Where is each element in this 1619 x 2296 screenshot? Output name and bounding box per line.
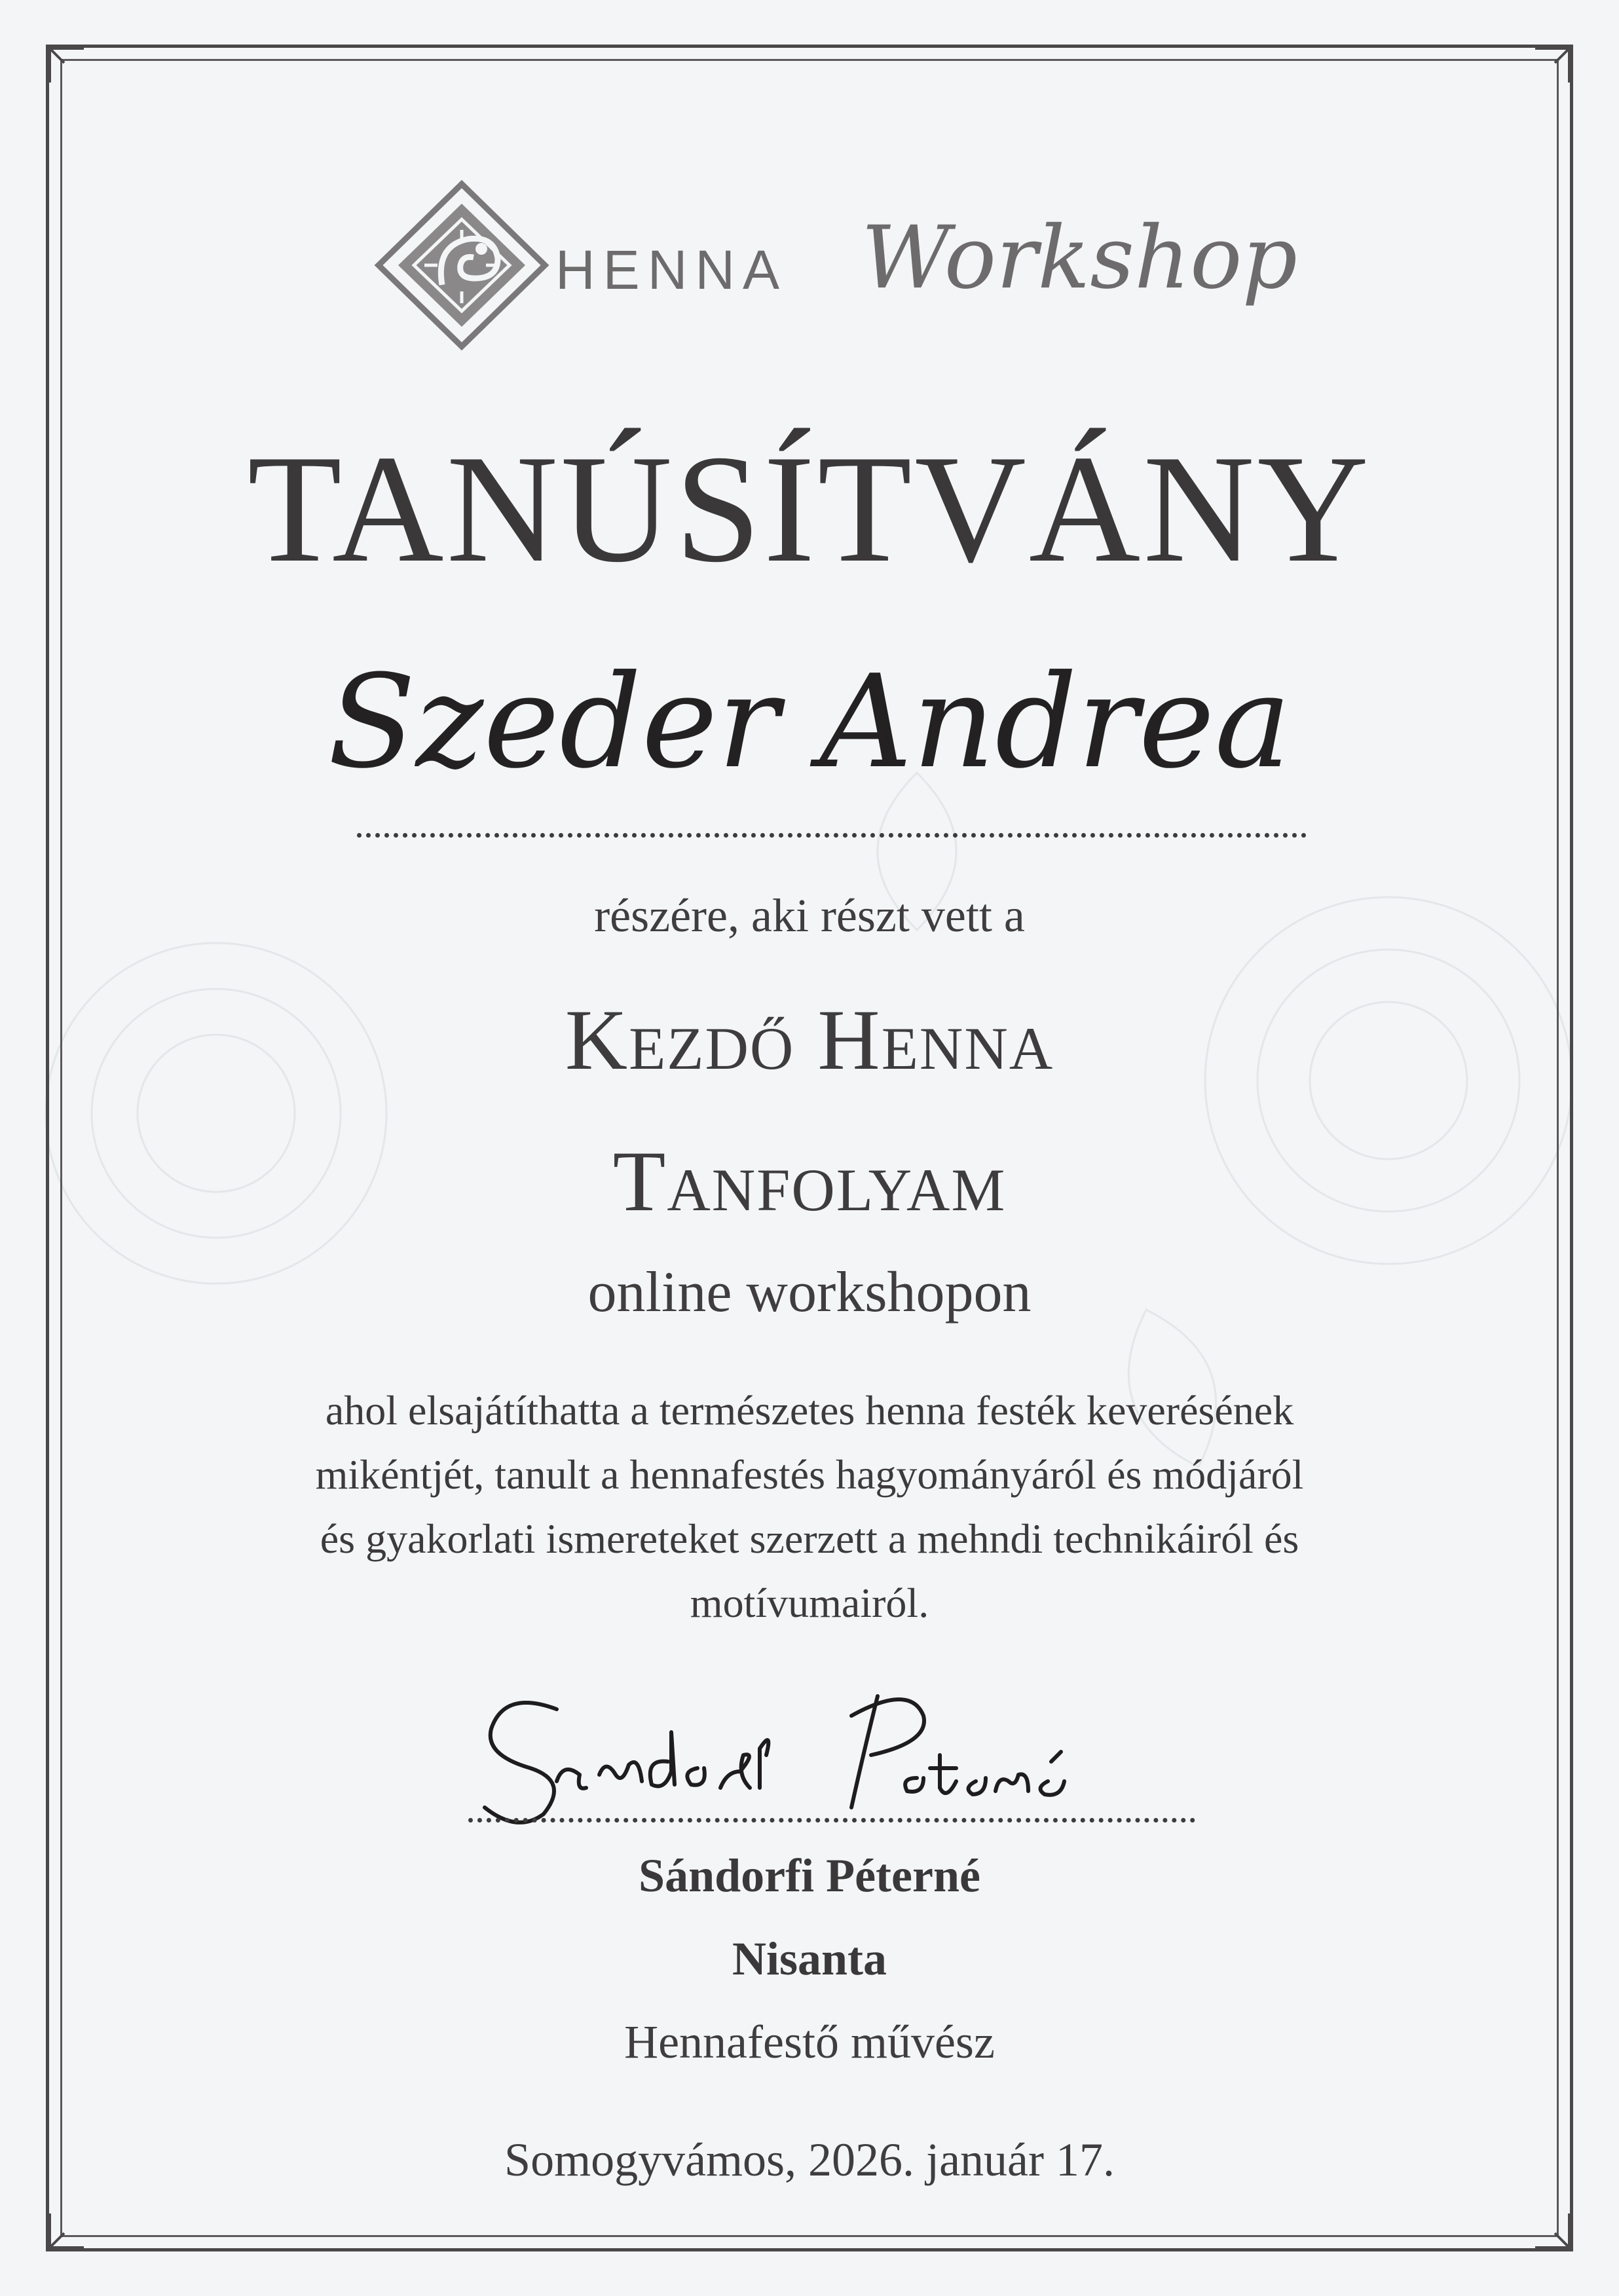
course-title-line-1: Kezdő Henna <box>565 991 1054 1088</box>
logo-wordmark: HENNA <box>555 239 788 301</box>
recipient-dotted-line <box>357 833 1307 838</box>
certificate-title: TANÚSÍTVÁNY <box>247 424 1372 595</box>
corner-ornament-bottom-left <box>47 2211 86 2250</box>
handwritten-signature <box>458 1676 1179 1827</box>
description-line-2: mikéntjét, tanult a hennafestés hagyományáról és módjáról <box>315 1451 1304 1498</box>
course-title-line-2: Tanfolyam <box>612 1133 1007 1229</box>
participation-text: részére, aki részt vett a <box>594 889 1025 942</box>
signature-dotted-line <box>468 1818 1195 1823</box>
corner-ornament-top-right <box>1533 46 1572 85</box>
logo-script-wordmark: Workshop <box>861 208 1297 308</box>
signer-alias: Nisanta <box>732 1933 887 1985</box>
corner-ornament-bottom-right <box>1533 2211 1572 2250</box>
recipient-name: Szeder Andrea <box>327 648 1292 797</box>
workshop-format: online workshopon <box>587 1261 1032 1324</box>
signer-role: Hennafestő művész <box>624 2016 995 2068</box>
description-line-1: ahol elsajátíthatta a természetes henna festék keverésének <box>325 1387 1294 1434</box>
place-and-date: Somogyvámos, 2026. január 17. <box>504 2134 1115 2186</box>
henna-workshop-logo <box>373 177 1297 354</box>
description-line-4: motívumairól. <box>690 1580 929 1626</box>
corner-ornament-top-left <box>47 46 86 85</box>
henna-diamond-logo-icon <box>373 180 550 350</box>
description-line-3: és gyakorlati ismereteket szerzett a mehndi technikáiról és <box>320 1515 1299 1562</box>
signer-name: Sándorfi Péterné <box>639 1849 980 1902</box>
